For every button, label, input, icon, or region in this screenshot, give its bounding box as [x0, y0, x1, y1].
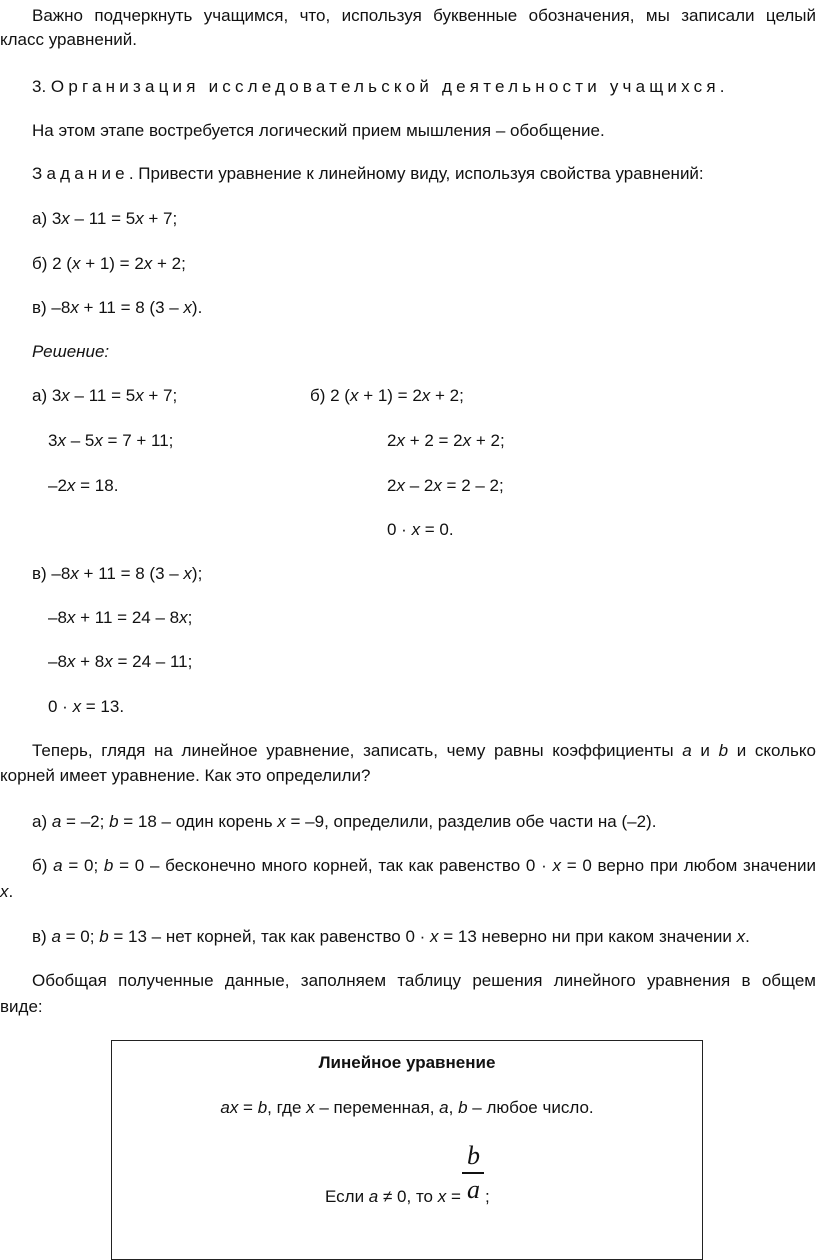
table-semicolon: ;: [485, 1187, 490, 1206]
answer-b: б) a = 0; b = 0 – бесконечно много корней, так как равенство 0 · x = 0 верно при любом значении: [32, 856, 816, 875]
task-item-b: б) 2 (x + 1) = 2x + 2;: [32, 254, 186, 273]
solution-a-2: 3x – 5x = 7 + 11;: [48, 431, 174, 450]
fraction-numerator: b: [467, 1141, 480, 1170]
solution-b-1: б) 2 (x + 1) = 2x + 2;: [310, 386, 464, 405]
table-condition: Если a ≠ 0, то x =: [325, 1187, 461, 1206]
fraction-denominator: a: [467, 1175, 480, 1204]
section-number: 3.: [32, 77, 47, 96]
solution-b-2: 2x + 2 = 2x + 2;: [387, 431, 505, 450]
summary-line-2: виде:: [0, 997, 43, 1016]
solution-c-4: 0 · x = 13.: [48, 697, 125, 716]
solution-b-3: 2x – 2x = 2 – 2;: [387, 476, 504, 495]
solution-b-4: 0 · x = 0.: [387, 520, 454, 539]
task-text: . Привести уравнение к линейному виду, используя свойства уравнений:: [128, 164, 704, 183]
answer-b-end: x.: [0, 882, 14, 901]
section-heading: [32, 77, 729, 97]
fraction-bar: [462, 1172, 484, 1174]
intro-line-1: Важно подчеркнуть учащимся, что, используя буквенные обозначения, мы записали целый: [32, 6, 816, 25]
outro-line-2: корней имеет уравнение. Как это определили?: [0, 766, 371, 785]
task-item-c: в) –8x + 11 = 8 (3 – x).: [32, 298, 203, 317]
task-label: Задание: [32, 164, 129, 183]
task-line: [32, 164, 704, 184]
linear-equation-table: [111, 1040, 703, 1260]
outro-line-1: Теперь, глядя на линейное уравнение, записать, чему равны коэффициенты a и b и сколько: [32, 741, 816, 760]
solution-a-3: –2x = 18.: [48, 476, 119, 495]
solution-c-1: в) –8x + 11 = 8 (3 – x);: [32, 564, 203, 583]
answer-c: в) a = 0; b = 13 – нет корней, так как равенство 0 · x = 13 неверно ни при каком значении x.: [32, 927, 750, 946]
task-item-a: а) 3x – 11 = 5x + 7;: [32, 209, 178, 228]
solution-c-2: –8x + 11 = 24 – 8x;: [48, 608, 193, 627]
solution-label: Решение:: [32, 342, 110, 361]
intro-line-2: класс уравнений.: [0, 30, 137, 49]
section-title: Организация исследовательской деятельности учащихся.: [50, 77, 729, 96]
table-title: Линейное уравнение: [318, 1053, 496, 1072]
solution-c-3: –8x + 8x = 24 – 11;: [48, 652, 193, 671]
summary-line-1: Обобщая полученные данные, заполняем таблицу решения линейного уравнения в общем: [32, 971, 816, 990]
solution-a-1: а) 3x – 11 = 5x + 7;: [32, 386, 178, 405]
table-equation: ax = b, где x – переменная, a, b – любое число.: [220, 1098, 594, 1117]
stage-text: На этом этапе востребуется логический прием мышления – обобщение.: [32, 121, 605, 140]
answer-a: а) a = –2; b = 18 – один корень x = –9, определили, разделив обе части на (–2).: [32, 812, 657, 831]
